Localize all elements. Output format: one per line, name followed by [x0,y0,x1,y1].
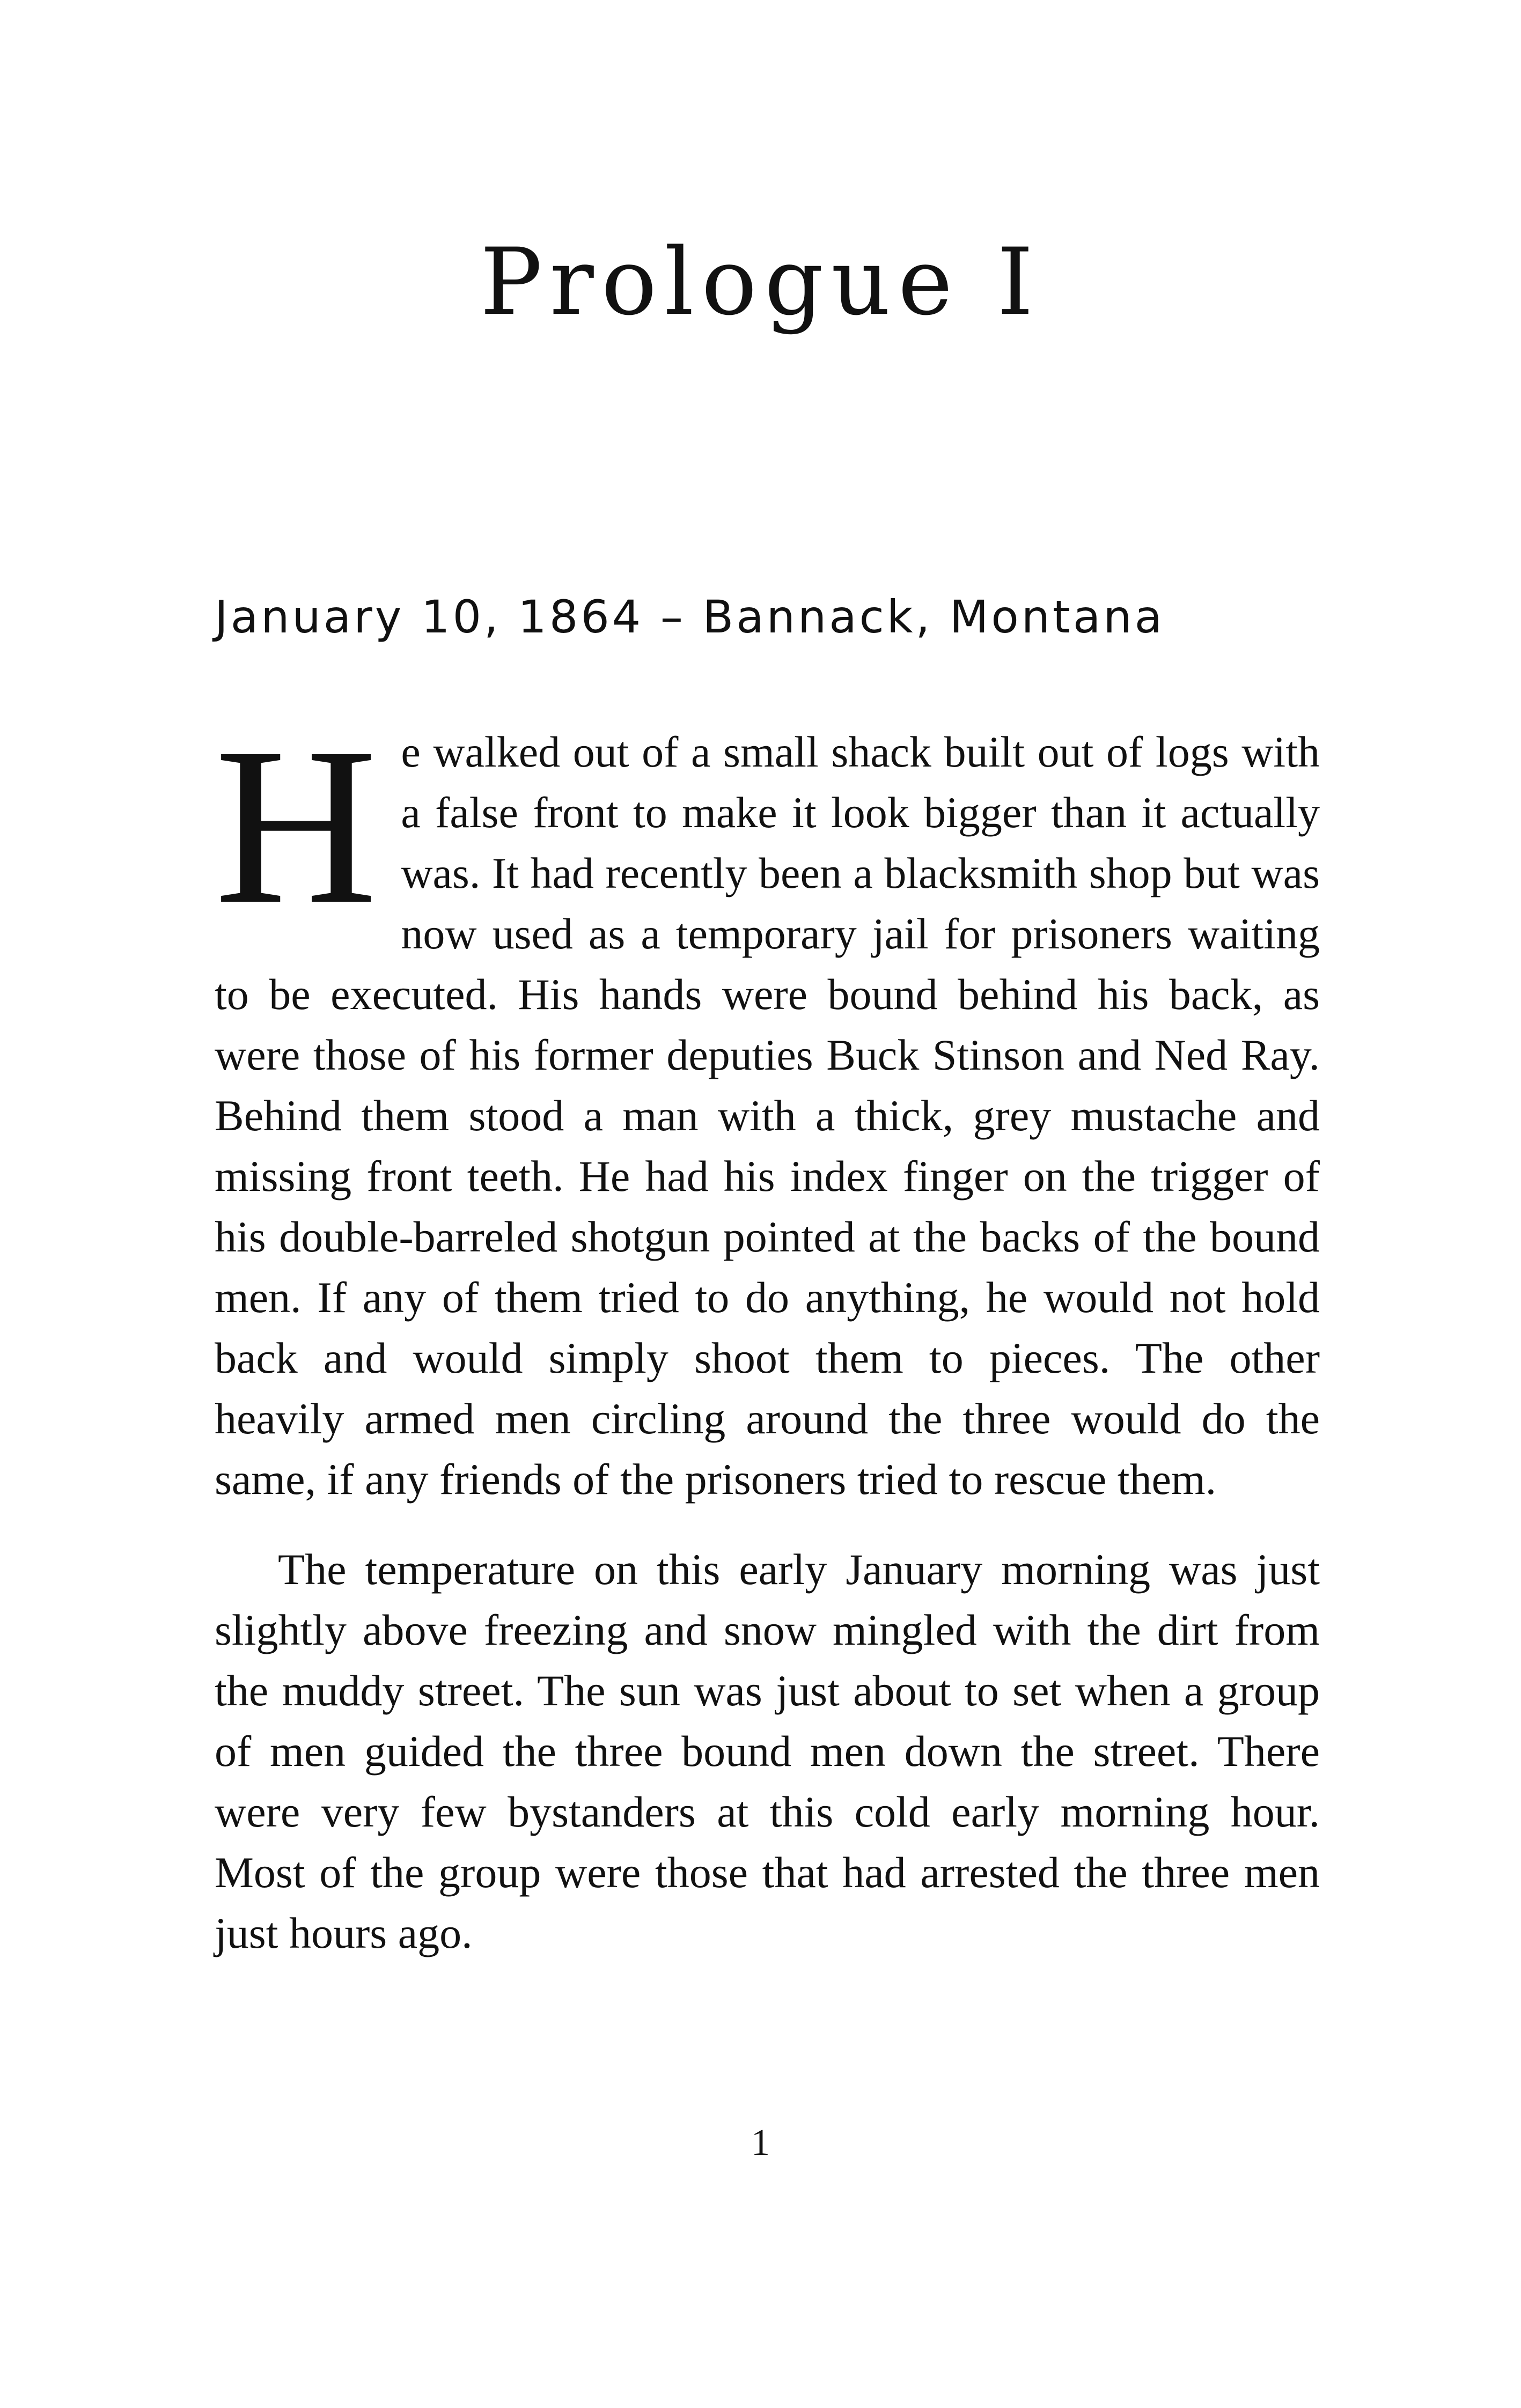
paragraph-1-text: e walked out of a small shack built out of logs with a false front to make it look bigger than it actually was. It had recently been a blacksmith shop but was now used as a temporary jail for prisoners waiting to be executed. His hands were bound behind his back, as were those of his former deputies Buck Stinson and Ned Ray. Behind them stood a man with a thick, grey mustache and missing front teeth. He had his index finger on the trigger of his double-barreled shotgun pointed at the backs of the bound men. If any of them tried to do anything, he would not hold back and would simply shoot them to pieces. The other heavily armed men circling around the three would do the same, if any friends of the prisoners tried to rescue them. [215,727,1320,1504]
body-text [215,701,1320,1963]
paragraph-2: The temperature on this early January morning was just slightly above freezing and snow mingled with the dirt from the muddy street. The sun was just about to set when a group of men guided the three bound men down the street. There were very few bystanders at this cold early morning hour. Most of the group were those that had arrested the three men just hours ago. [215,1545,1320,1957]
paragraph-1 [215,701,1320,1509]
drop-cap: H [215,701,378,951]
chapter-title: Prologue I [480,228,1041,336]
chapter-dateline: January 10, 1864 – Bannack, Montana [215,591,1165,643]
page-number: 1 [751,2122,770,2163]
